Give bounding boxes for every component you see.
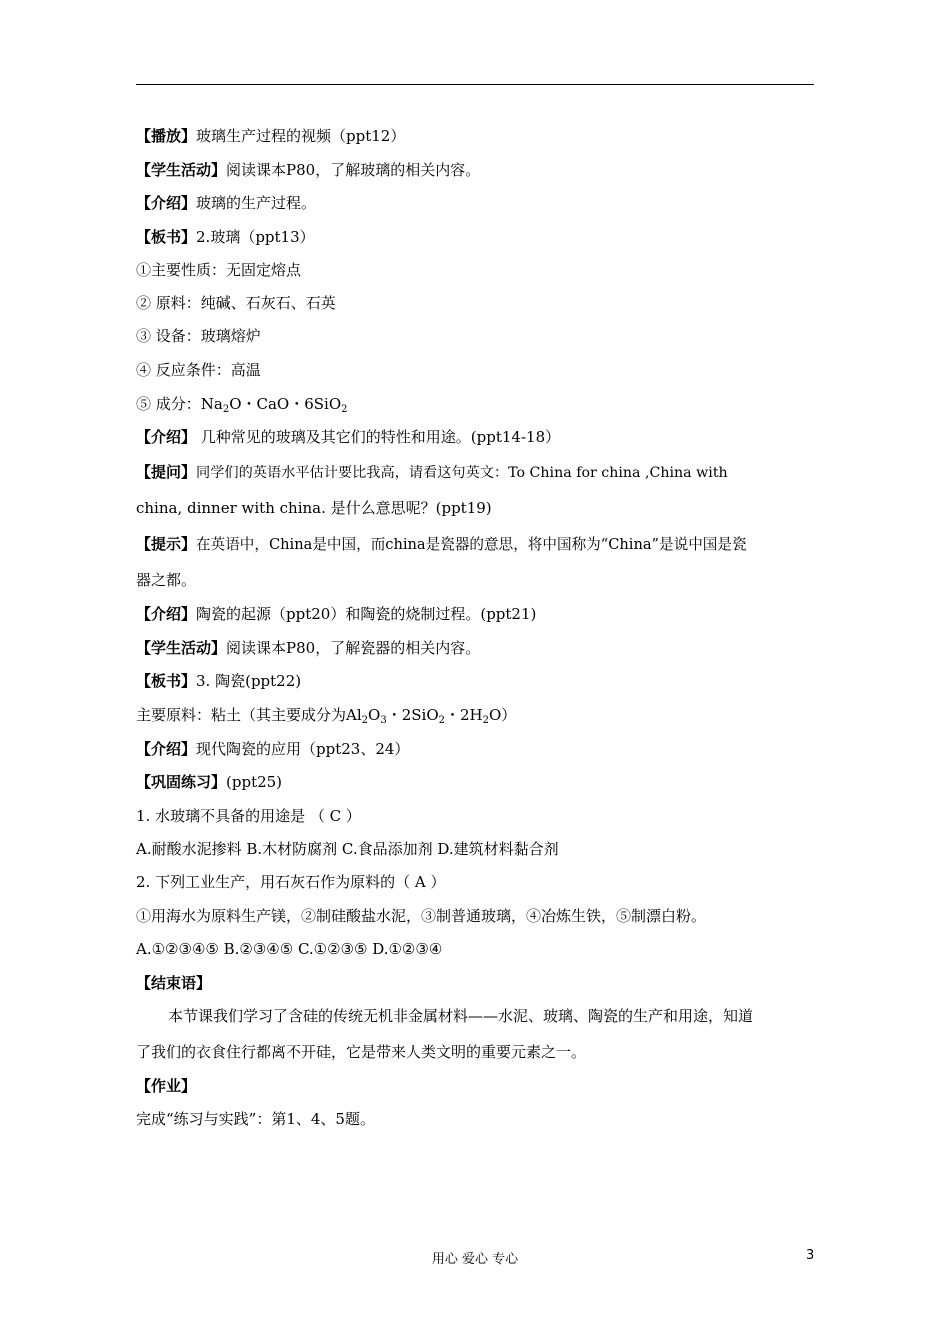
line-homework: 【作业】 — [136, 1077, 197, 1095]
header-rule — [136, 84, 814, 85]
line-question: 【提问】同学们的英语水平估计要比我高，请看这句英文：To China for china ,China with — [136, 463, 728, 481]
line-student-activity-1: 【学生活动】阅读课本P80，了解玻璃的相关内容。 — [136, 161, 481, 179]
line-intro-4: 【介绍】现代陶瓷的应用（ppt23、24） — [136, 740, 410, 758]
line-q1: 1. 水玻璃不具备的用途是 （ C ） — [136, 807, 361, 825]
line-q2-items: ①用海水为原料生产镁，②制硅酸盐水泥，③制普通玻璃，④冶炼生铁，⑤制漂白粉。 — [136, 907, 707, 925]
line-conclusion: 【结束语】 — [136, 974, 212, 992]
line-question-cont: china, dinner with china. 是什么意思呢？(ppt19) — [136, 499, 492, 517]
line-q2-options: A.①②③④⑤ B.②③④⑤ C.①②③⑤ D.①②③④ — [136, 940, 443, 958]
line-q2: 2. 下列工业生产，用石灰石作为原料的（ A ） — [136, 873, 446, 891]
line-composition: ⑤ 成分：$Na_2O$・CaO・6SiO$_2$ — [136, 395, 348, 415]
line-intro-2: 【介绍】 几种常见的玻璃及其它们的特性和用途。(ppt14-18） — [136, 428, 561, 446]
line-intro-1: 【介绍】玻璃的生产过程。 — [136, 194, 317, 212]
line-equipment: ③ 设备：玻璃熔炉 — [136, 327, 261, 345]
line-board-2: 【板书】3. 陶瓷(ppt22) — [136, 672, 302, 690]
line-student-activity-2: 【学生活动】阅读课本P80，了解瓷器的相关内容。 — [136, 639, 481, 657]
line-condition: ④ 反应条件：高温 — [136, 361, 261, 379]
line-board-1: 【板书】2.玻璃（ppt13） — [136, 228, 315, 246]
line-q1-options: A.耐酸水泥掺料 B.木材防腐剂 C.食品添加剂 D.建筑材料黏合剂 — [136, 840, 559, 858]
line-conclusion-text: 本节课我们学习了含硅的传统无机非金属材料——水泥、玻璃、陶瓷的生产和用途，知道 — [168, 1007, 754, 1025]
line-homework-text: 完成“练习与实践”：第1、4、5题。 — [136, 1110, 375, 1128]
line-property: ①主要性质：无固定熔点 — [136, 261, 302, 279]
page-number: 3 — [806, 1248, 815, 1263]
line-play: 【播放】玻璃生产过程的视频（ppt12） — [136, 127, 406, 145]
line-hint: 【提示】在英语中，China是中国，而china是瓷器的意思，将中国称为“China”是说中国是瓷 — [136, 535, 747, 553]
line-conclusion-cont: 了我们的衣食住行都离不开硅，它是带来人类文明的重要元素之一。 — [136, 1043, 587, 1061]
line-materials: ② 原料：纯碱、石灰石、石英 — [136, 294, 336, 312]
line-intro-3: 【介绍】陶瓷的起源（ppt20）和陶瓷的烧制过程。(ppt21) — [136, 605, 537, 623]
footer-text: 用心 爱心 专心 — [431, 1252, 519, 1267]
line-practice: 【巩固练习】(ppt25) — [136, 773, 283, 791]
line-ceramic-materials: 主要原料：粘土（其主要成分为$Al_2O_3$・2SiO$_2$・$2H_2O$） — [136, 706, 517, 726]
line-hint-cont: 器之都。 — [136, 571, 197, 589]
